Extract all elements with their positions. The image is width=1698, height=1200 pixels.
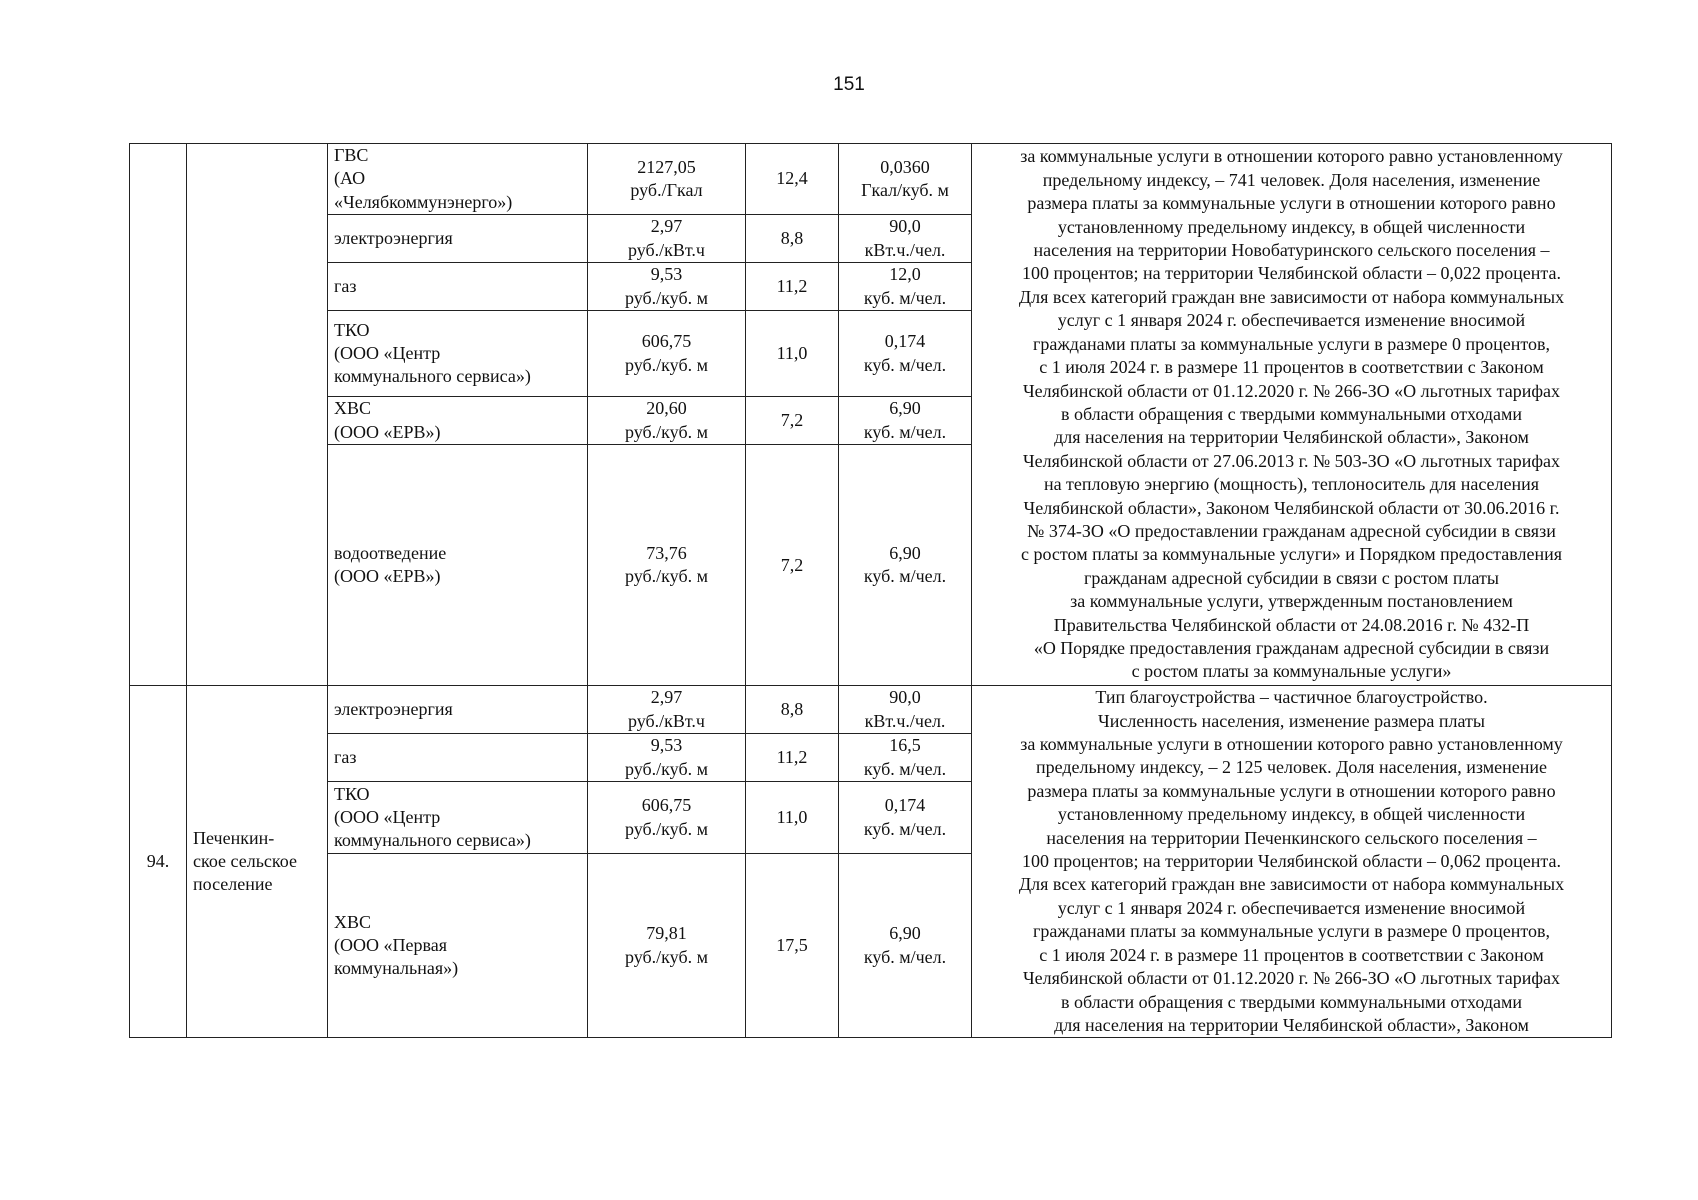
- index-cell: 11,0: [746, 311, 839, 397]
- note-cell: за коммунальные услуги в отношении которого равно установленному предельному индексу, – 741 человек. Доля населения, изменение размера платы за коммунальные услуги в отношении которого равно установленному предельному индексу, в общей численности населения на территории Новобатуринского сельского поселения – 100 процентов; на территории Челябинской области – 0,022 процента. Для всех категорий граждан вне зависимости от набора коммунальных услуг с 1 января 2024 г. обеспечивается изменение вносимой гражданами платы за коммунальные услуги в размере 0 процентов, с 1 июля 2024 г. в размере 11 процентов в соответствии с Законом Челябинской области от 01.12.2020 г. № 266-ЗО «О льготных тарифах в области обращения с твердыми коммунальными отходами для населения на территории Челябинской области», Законом Челябинской области от 27.06.2013 г. № 503-ЗО «О льготных тарифах на тепловую энергию (мощность), теплоноситель для населения Челябинской области», Законом Челябинской области от 30.06.2016 г. № 374-ЗО «О предоставлении гражданам адресной субсидии в связи с ростом платы за коммунальные услуги» и Порядком предоставления гражданам адресной субсидии в связи с ростом платы за коммунальные услуги, утвержденным постановлением Правительства Челябинской области от 24.08.2016 г. № 432-П «О Порядке предоставления гражданам адресной субсидии в связи с ростом платы за коммунальные услуги»: [972, 144, 1612, 686]
- tariff-cell: 606,75 руб./куб. м: [588, 782, 746, 854]
- row-number-cell: [130, 144, 187, 686]
- tariff-cell: 79,81 руб./куб. м: [588, 854, 746, 1038]
- norm-cell: 90,0 кВт.ч./чел.: [839, 686, 972, 734]
- index-cell: 12,4: [746, 144, 839, 215]
- tariff-cell: 20,60 руб./куб. м: [588, 397, 746, 445]
- settlement-cell: [187, 144, 328, 686]
- service-name-cell: газ: [328, 734, 588, 782]
- index-cell: 11,2: [746, 734, 839, 782]
- tariff-cell: 9,53 руб./куб. м: [588, 263, 746, 311]
- index-cell: 7,2: [746, 397, 839, 445]
- norm-cell: 6,90 куб. м/чел.: [839, 445, 972, 686]
- service-name-cell: ТКО (ООО «Центр коммунального сервиса»): [328, 311, 588, 397]
- service-name-cell: ХВС (ООО «ЕРВ»): [328, 397, 588, 445]
- service-name-cell: электроэнергия: [328, 215, 588, 263]
- note-cell: Тип благоустройства – частичное благоустройство. Численность населения, изменение размера платы за коммунальные услуги в отношении которого равно установленному предельному индексу, – 2 125 человек. Доля населения, изменение размера платы за коммунальные услуги в отношении которого равно установленному предельному индексу, в общей численности населения на территории Печенкинского сельского поселения – 100 процентов; на территории Челябинской области – 0,062 процента. Для всех категорий граждан вне зависимости от набора коммунальных услуг с 1 января 2024 г. обеспечивается изменение вносимой гражданами платы за коммунальные услуги в размере 0 процентов, с 1 июля 2024 г. в размере 11 процентов в соответствии с Законом Челябинской области от 01.12.2020 г. № 266-ЗО «О льготных тарифах в области обращения с твердыми коммунальными отходами для населения на территории Челябинской области», Законом: [972, 686, 1612, 1038]
- norm-cell: 0,174 куб. м/чел.: [839, 782, 972, 854]
- service-name-cell: газ: [328, 263, 588, 311]
- table-row: [130, 144, 1612, 215]
- index-cell: 11,0: [746, 782, 839, 854]
- index-cell: 7,2: [746, 445, 839, 686]
- tariff-cell: 73,76 руб./куб. м: [588, 445, 746, 686]
- page-number: 151: [833, 74, 865, 95]
- tariff-table: [129, 143, 1612, 1038]
- tariff-cell: 2,97 руб./кВт.ч: [588, 686, 746, 734]
- service-name-cell: водоотведение (ООО «ЕРВ»): [328, 445, 588, 686]
- index-cell: 17,5: [746, 854, 839, 1038]
- norm-cell: 0,174 куб. м/чел.: [839, 311, 972, 397]
- service-name-cell: ХВС (ООО «Первая коммунальная»): [328, 854, 588, 1038]
- norm-cell: 0,0360 Гкал/куб. м: [839, 144, 972, 215]
- service-name-cell: ГВС (АО «Челябкоммунэнерго»): [328, 144, 588, 215]
- index-cell: 8,8: [746, 215, 839, 263]
- norm-cell: 6,90 куб. м/чел.: [839, 854, 972, 1038]
- table-row: [130, 686, 1612, 734]
- norm-cell: 12,0 куб. м/чел.: [839, 263, 972, 311]
- norm-cell: 90,0 кВт.ч./чел.: [839, 215, 972, 263]
- index-cell: 11,2: [746, 263, 839, 311]
- tariff-cell: 2127,05 руб./Гкал: [588, 144, 746, 215]
- row-number-cell: 94.: [130, 686, 187, 1038]
- service-name-cell: электроэнергия: [328, 686, 588, 734]
- norm-cell: 6,90 куб. м/чел.: [839, 397, 972, 445]
- norm-cell: 16,5 куб. м/чел.: [839, 734, 972, 782]
- tariff-cell: 9,53 руб./куб. м: [588, 734, 746, 782]
- settlement-cell: Печенкин- ское сельское поселение: [187, 686, 328, 1038]
- service-name-cell: ТКО (ООО «Центр коммунального сервиса»): [328, 782, 588, 854]
- index-cell: 8,8: [746, 686, 839, 734]
- tariff-cell: 606,75 руб./куб. м: [588, 311, 746, 397]
- tariff-cell: 2,97 руб./кВт.ч: [588, 215, 746, 263]
